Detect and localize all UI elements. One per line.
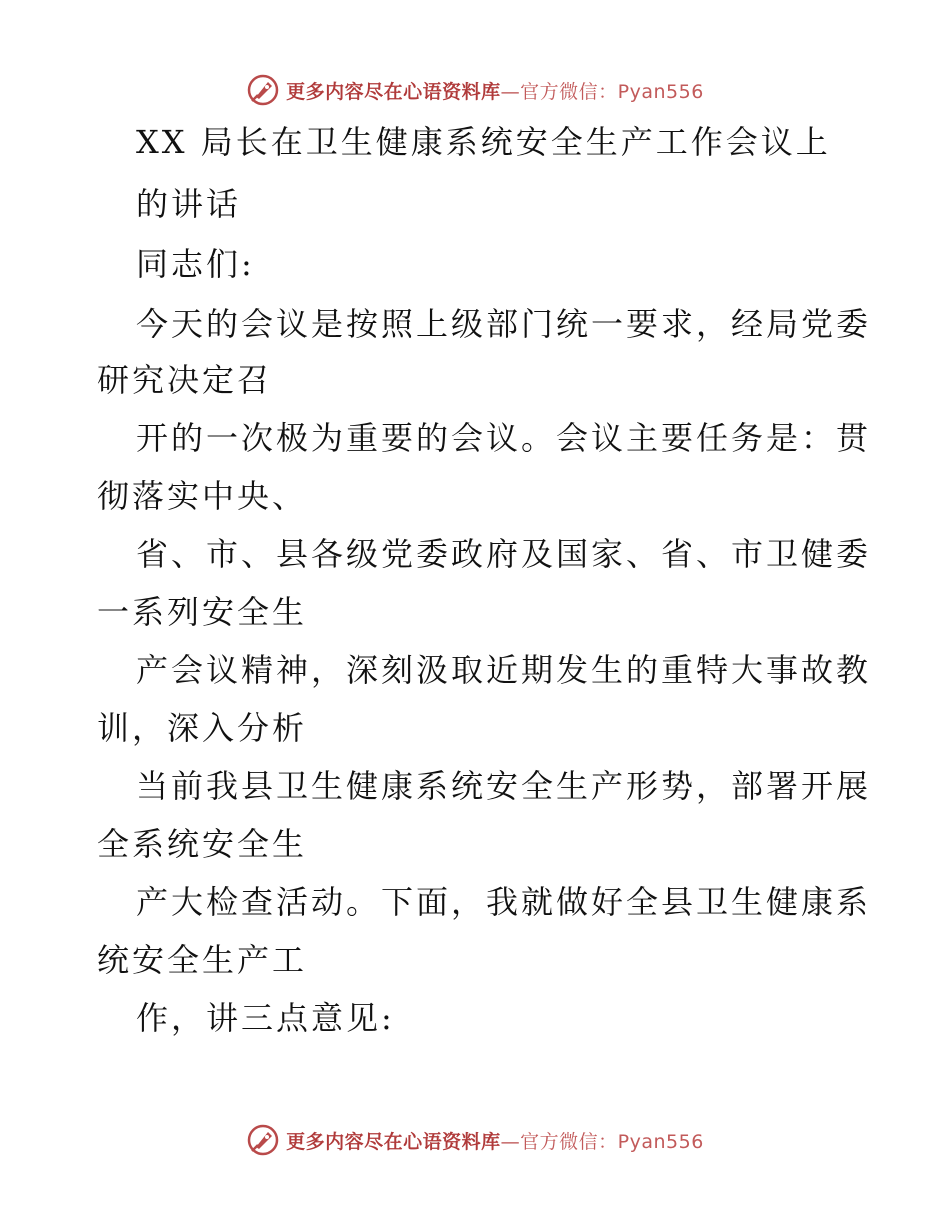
banner-dash: — xyxy=(500,80,521,103)
document-title-line-1: XX 局长在卫生健康系统安全生产工作会议上 xyxy=(136,123,831,161)
paragraph-line: 省、市、县各级党委政府及国家、省、市卫健委 xyxy=(136,535,872,573)
pen-nib-logo-icon xyxy=(246,73,280,107)
pen-nib-logo-icon xyxy=(246,1123,280,1157)
paragraph-line: 今天的会议是按照上级部门统一要求，经局党委 xyxy=(136,305,872,343)
paragraph-line: 统安全生产工 xyxy=(97,941,308,979)
paragraph-line: 当前我县卫生健康系统安全生产形势，部署开展 xyxy=(136,767,872,805)
paragraph-line: 训，深入分析 xyxy=(97,709,308,747)
banner-contact: 官方微信：Pyan556 xyxy=(520,80,704,103)
paragraph-line: 全系统安全生 xyxy=(97,825,308,863)
banner-contact: 官方微信：Pyan556 xyxy=(520,1130,704,1153)
paragraph-line: 产会议精神，深刻汲取近期发生的重特大事故教 xyxy=(136,651,872,689)
document-title-line-2: 的讲话 xyxy=(136,185,242,223)
footer-banner-text xyxy=(286,1127,704,1154)
paragraph-line: 开的一次极为重要的会议。会议主要任务是：贯 xyxy=(136,419,872,457)
paragraph-line: 作，讲三点意见: xyxy=(136,999,395,1037)
header-banner-text xyxy=(286,77,704,104)
paragraph-line: 研究决定召 xyxy=(97,361,273,399)
paragraph-line: 产大检查活动。下面，我就做好全县卫生健康系 xyxy=(136,883,872,921)
header-banner xyxy=(0,70,950,110)
footer-banner xyxy=(0,1120,950,1160)
paragraph-line: 彻落实中央、 xyxy=(97,477,308,515)
banner-dash: — xyxy=(500,1130,521,1153)
banner-main-text: 更多内容尽在心语资料库 xyxy=(286,1130,501,1153)
paragraph-line: 一系列安全生 xyxy=(97,593,308,631)
banner-main-text: 更多内容尽在心语资料库 xyxy=(286,80,501,103)
salutation: 同志们: xyxy=(136,245,255,283)
